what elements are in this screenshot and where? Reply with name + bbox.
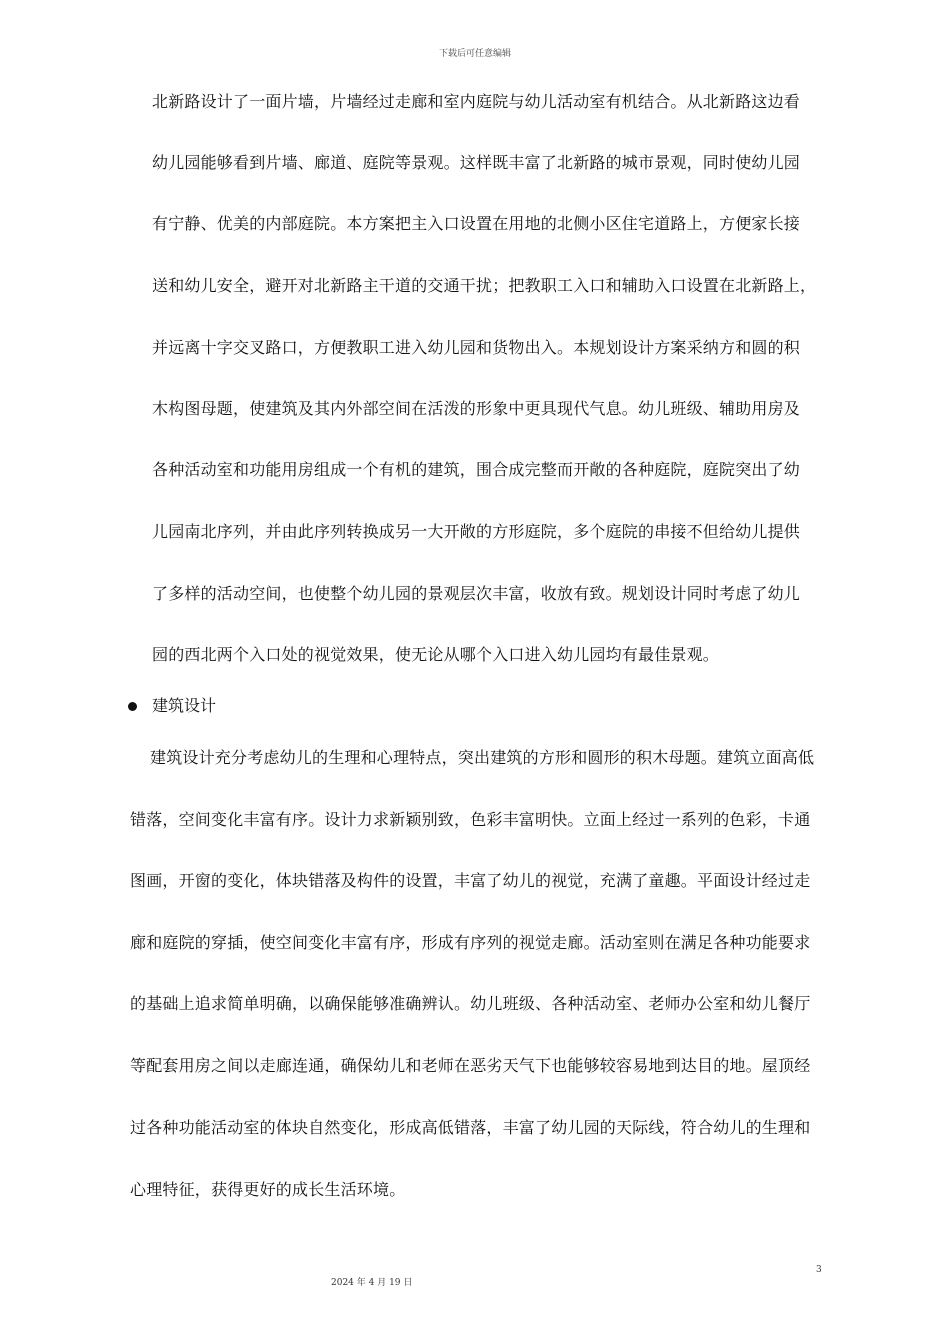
text-line: 有宁静、优美的内部庭院。本方案把主入口设置在用地的北侧小区住宅道路上，方便家长接	[152, 214, 801, 233]
section-heading-label: 建筑设计	[152, 696, 217, 715]
text-line: 的基础上追求简单明确，以确保能够准确辨认。幼儿班级、各种活动室、老师办公室和幼儿餐厅	[130, 994, 811, 1013]
text-line: 送和幼儿安全，避开对北新路主干道的交通干扰；把教职工入口和辅助入口设置在北新路上，	[152, 276, 817, 295]
footer-date: 2024 年 4 月 19 日	[331, 1278, 413, 1288]
text-line: 并远离十字交叉路口，方便教职工进入幼儿园和货物出入。本规划设计方案采纳方和圆的积	[152, 338, 801, 357]
text-line: 儿园南北序列，并由此序列转换成另一大开敞的方形庭院，多个庭院的串接不但给幼儿提供	[152, 522, 801, 541]
text-line: 各种活动室和功能用房组成一个有机的建筑，围合成完整而开敞的各种庭院，庭院突出了幼	[152, 460, 801, 479]
section-heading	[128, 696, 216, 716]
text-line: 木构图母题，使建筑及其内外部空间在活泼的形象中更具现代气息。幼儿班级、辅助用房及	[152, 399, 801, 418]
text-line: 心理特征，获得更好的成长生活环境。	[130, 1180, 406, 1199]
text-line: 了多样的活动空间，也使整个幼儿园的景观层次丰富，收放有致。规划设计同时考虑了幼儿	[152, 584, 801, 603]
text-line: 等配套用房之间以走廊连通，确保幼儿和老师在恶劣天气下也能够较容易地到达目的地。屋顶经	[130, 1056, 811, 1075]
text-line: 图画，开窗的变化，体块错落及构件的设置，丰富了幼儿的视觉，充满了童趣。平面设计经过走	[130, 871, 811, 890]
text-line: 幼儿园能够看到片墙、廊道、庭院等景观。这样既丰富了北新路的城市景观，同时使幼儿园	[152, 153, 801, 172]
text-line: 过各种功能活动室的体块自然变化，形成高低错落，丰富了幼儿园的天际线，符合幼儿的生理和	[130, 1118, 811, 1137]
text-line: 错落，空间变化丰富有序。设计力求新颖别致，色彩丰富明快。立面上经过一系列的色彩，卡通	[130, 810, 811, 829]
page-number: 3	[816, 1265, 822, 1275]
text-line: 廊和庭院的穿插，使空间变化丰富有序，形成有序列的视觉走廊。活动室则在满足各种功能要求	[130, 933, 811, 952]
page-header: 下载后可任意编辑	[438, 49, 511, 59]
bullet-icon	[128, 702, 137, 711]
text-line: 建筑设计充分考虑幼儿的生理和心理特点，突出建筑的方形和圆形的积木母题。建筑立面高低	[150, 748, 815, 767]
text-line: 园的西北两个入口处的视觉效果，使无论从哪个入口进入幼儿园均有最佳景观。	[152, 645, 720, 664]
text-line: 北新路设计了一面片墙，片墙经过走廊和室内庭院与幼儿活动室有机结合。从北新路这边看	[152, 92, 801, 111]
